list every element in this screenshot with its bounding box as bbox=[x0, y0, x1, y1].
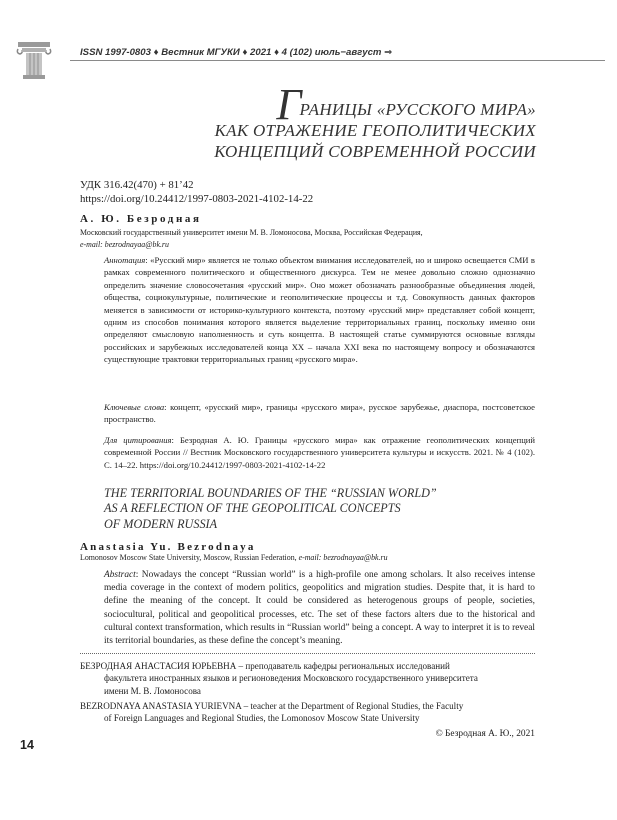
journal-name: Вестник МГУКИ bbox=[161, 47, 240, 58]
separator: ♦ bbox=[274, 47, 279, 58]
affiliation-text: Lomonosov Moscow State University, Moscow, Russian Federation, bbox=[80, 553, 297, 562]
keywords-text: : концепт, «русский мир», границы «русского мира», русское зарубежье, диаспора, постсоветское пространство. bbox=[104, 402, 535, 425]
en-title-line-2: AS A REFLECTION OF THE GEOPOLITICAL CONCEPTS bbox=[104, 501, 401, 516]
running-header bbox=[80, 47, 392, 58]
abstract-paragraph bbox=[104, 569, 535, 648]
copyright-notice: © Безродная А. Ю., 2021 bbox=[435, 729, 535, 739]
email-label: e-mail: bbox=[298, 553, 322, 562]
journal-column-logo-icon bbox=[14, 40, 54, 80]
separator: ♦ bbox=[242, 47, 248, 58]
title-line-1: РАНИЦЫ «РУССКОГО МИРА» bbox=[299, 100, 536, 119]
email-address[interactable]: bezrodnayaa@bk.ru bbox=[104, 239, 169, 249]
affiliation-ru bbox=[80, 227, 520, 250]
page-number: 14 bbox=[20, 738, 34, 752]
author-name-ru: А. Ю. Безродная bbox=[80, 213, 202, 225]
abstract-text: : Nowadays the concept “Russian world” is a high-profile one among scholars. It also receives intense media coverage in the context of modern politics, geopolitics and migration studies. Despite that, it is hard to define the meaning of the concept. It could be considered as heterogenous groups of people, societies, sociocultural, political and geopolitical processes, etc. The set of these factors alters due to the historical and cultural context transformation, which results in “Russian world” being a concept. A way to interpret it is to reveal its territorial boundaries, as these define the concept’s meaning. bbox=[104, 570, 535, 647]
author-bio-en bbox=[80, 700, 535, 725]
title-line-3: КОНЦЕПЦИЙ СОВРЕМЕННОЙ РОССИИ bbox=[214, 142, 536, 161]
bio-ru-line-3: имени М. В. Ломоносова bbox=[104, 685, 201, 696]
separator: ♦ bbox=[153, 47, 159, 58]
bio-en-line-1: BEZRODNAYA ANASTASIA YURIEVNA – teacher at the Department of Regional Studies, the Faculty bbox=[80, 701, 464, 711]
abstract-label: Abstract bbox=[104, 570, 136, 580]
keywords-paragraph bbox=[104, 401, 535, 426]
author-bio-ru bbox=[80, 660, 535, 697]
email-label: e-mail: bbox=[80, 239, 103, 249]
en-title-line-1: THE TERRITORIAL BOUNDARIES OF THE “RUSSIAN WORLD” bbox=[104, 486, 437, 500]
article-title-ru bbox=[214, 80, 536, 162]
drop-cap: Г bbox=[276, 80, 300, 129]
affiliation-en bbox=[80, 553, 388, 562]
email-address[interactable]: bezrodnayaa@bk.ru bbox=[323, 553, 388, 562]
article-title-en bbox=[104, 486, 544, 532]
en-title-line-3: OF MODERN RUSSIA bbox=[104, 516, 218, 531]
year: 2021 bbox=[250, 47, 272, 58]
bio-en-line-2: of Foreign Languages and Regional Studies, the Lomonosov Moscow State University bbox=[104, 713, 420, 724]
citation-text: : Безродная А. Ю. Границы «русского мира» как отражение геополитических концепций современной России // Вестник Московского государственного университета культуры и искусств. 2021. № 4 (102). С. 14–22. https://doi.org/10.24412/1997-0803-2021-4102-14-22 bbox=[104, 435, 535, 470]
arrow-right-icon: ⇒ bbox=[384, 47, 393, 58]
issn: ISSN 1997-0803 bbox=[80, 47, 151, 58]
issue: 4 (102) июль−август bbox=[281, 47, 382, 58]
keywords-label: Ключевые слова bbox=[104, 402, 165, 412]
annotation-label: Аннотация bbox=[104, 255, 146, 265]
bio-ru-line-1: БЕЗРОДНАЯ АНАСТАСИЯ ЮРЬЕВНА – преподаватель кафедры региональных исследований bbox=[80, 661, 450, 671]
bio-ru-line-2: факультета иностранных языков и регионоведения Московского государственного университета bbox=[104, 673, 478, 684]
affiliation-text: Московский государственный университет имени М. В. Ломоносова, Москва, Российская Федерация, bbox=[80, 228, 423, 237]
author-name-en: Anastasia Yu. Bezrodnaya bbox=[80, 541, 256, 553]
annotation-paragraph bbox=[104, 254, 535, 366]
doi-link[interactable]: https://doi.org/10.24412/1997-0803-2021-4102-14-22 bbox=[80, 193, 314, 205]
citation-label: Для цитирования bbox=[104, 435, 172, 445]
divider bbox=[80, 653, 535, 654]
udk-code: УДК 316.42(470) + 81’42 bbox=[80, 179, 194, 191]
citation-paragraph bbox=[104, 434, 535, 471]
annotation-text: : «Русский мир» является не только объектом внимания исследователей, но и широко освещается СМИ в рамках современного политического и общественного дискурса. Тем не менее довольно сложно однозначно определить значение словосочетания «русский мир». Оно может обозначать разнообразные объединения людей, общества, социокультурные, политические и геополитические процессы и т.д. Совокупность данных факторов меняется в зависимости от историко-культурного контекста, поэтому «русский мир» представляет собой концепт, одним из способов понимания которого является выделение территориальных границ, поскольку именно они определяют смысловую наполненность и суть концепта. В настоящей статье суммируются основные взгляды российских и зарубежных исследователей конца XX – начала XXI века по настоящему вопросу и обозначаются существующие трактовки территориальных границ «русского мира». bbox=[104, 255, 535, 365]
title-line-2: КАК ОТРАЖЕНИЕ ГЕОПОЛИТИЧЕСКИХ bbox=[214, 121, 536, 140]
header-rule bbox=[70, 60, 605, 61]
